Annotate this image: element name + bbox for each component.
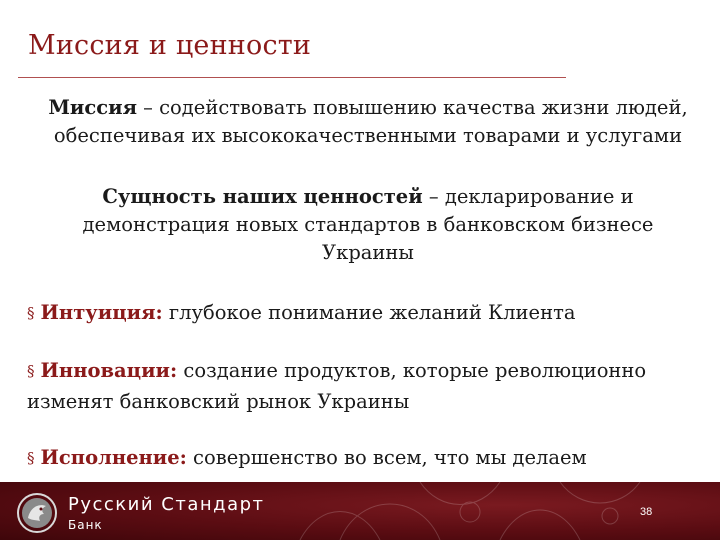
page-number: 38: [640, 506, 653, 518]
bullet-item-execution: [27, 443, 707, 474]
values-statement: [36, 183, 700, 267]
bullet-term: Инновации:: [40, 359, 178, 382]
mission-statement: [36, 94, 700, 150]
bullet-item-intuition: [27, 298, 707, 329]
bullet-text: совершенство во всем, что мы делаем: [186, 446, 587, 469]
bullet-item-innovation: [27, 356, 707, 416]
mission-term: Миссия: [48, 96, 137, 119]
title-divider: [18, 77, 566, 78]
bullet-marker: §: [27, 304, 35, 322]
bullet-text: глубокое понимание желаний Клиента: [162, 301, 576, 324]
mission-text: – содействовать повышению качества жизни людей, обеспечивая их высококачественными товарами и услугами: [53, 96, 688, 147]
bullet-term: Исполнение:: [40, 446, 187, 469]
bullet-marker: §: [27, 449, 35, 467]
lion-emblem-icon: [16, 492, 58, 534]
values-term: Сущность наших ценностей: [102, 185, 423, 208]
slide-title: Миссия и ценности: [28, 30, 312, 61]
bullet-text: создание продуктов, которые революционно изменят банковский рынок Украины: [27, 359, 647, 413]
brand-name: Русский Стандарт: [68, 494, 265, 515]
brand-subtitle: Банк: [68, 518, 103, 532]
bullet-term: Интуиция:: [40, 301, 163, 324]
bullet-marker: §: [27, 362, 35, 380]
values-text: – декларирование и демонстрация новых стандартов в банковском бизнесе Украины: [82, 185, 654, 264]
